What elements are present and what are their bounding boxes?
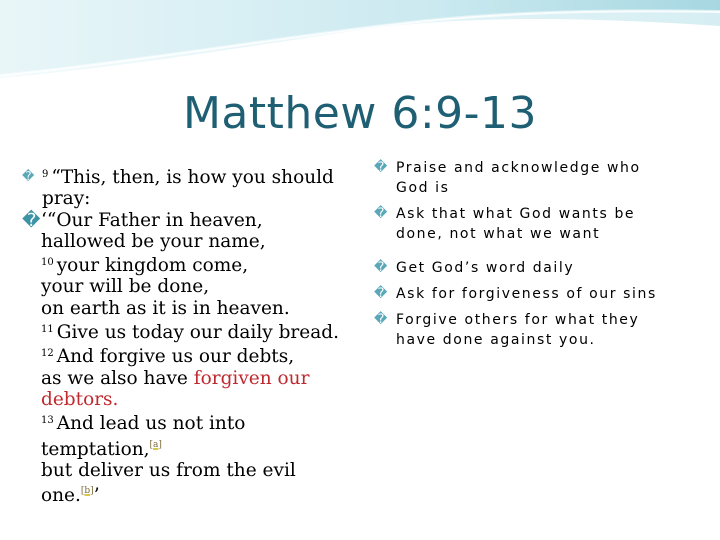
prayer-line: And forgive us our debts, xyxy=(56,346,295,368)
bullet-icon: � xyxy=(374,260,388,275)
bullet-icon: � xyxy=(22,209,41,231)
prayer-line: And lead us not into xyxy=(56,413,246,435)
prayer-text xyxy=(41,210,339,507)
bullet-icon: � xyxy=(374,160,388,175)
verse-number: 12 xyxy=(41,348,54,360)
verse-number: 9 xyxy=(42,169,49,180)
verse-text: “This, then, is how you should xyxy=(51,167,334,188)
slide-title: Matthew 6:9-13 xyxy=(182,88,538,139)
highlight-debtors: debtors. xyxy=(41,388,119,410)
prayer-line: as we also have xyxy=(41,367,194,389)
prayer-line: hallowed be your name, xyxy=(41,230,266,252)
verse-9-text xyxy=(42,164,334,210)
prayer-line: ‘“Our Father in heaven, xyxy=(41,209,263,231)
prayer-point xyxy=(374,258,704,278)
prayer-points-list xyxy=(374,158,704,350)
prayer-line: Give us today our daily bread. xyxy=(56,322,339,344)
verse-text: pray: xyxy=(42,188,91,210)
bullet-icon: � xyxy=(22,169,35,183)
point-text: Ask that what God wants be done, not what we want xyxy=(396,206,636,242)
verse-number: 10 xyxy=(41,257,54,269)
prayer-line: on earth as it is in heaven. xyxy=(41,297,290,319)
prayer-point xyxy=(374,310,704,350)
verse-number: 13 xyxy=(41,415,54,427)
point-text: Forgive others for what they have done against you. xyxy=(396,312,640,348)
prayer-line: your kingdom come, xyxy=(56,255,249,277)
highlight-forgiven: forgiven our xyxy=(193,367,310,389)
bullet-icon: � xyxy=(374,206,388,221)
bullet-icon: � xyxy=(374,286,388,301)
point-text: Get God’s word daily xyxy=(396,260,575,276)
prayer-point xyxy=(374,284,704,304)
prayer-line: your will be done, xyxy=(41,276,210,298)
point-text: Praise and acknowledge who God is xyxy=(396,160,641,196)
bullet-icon: � xyxy=(374,312,388,327)
prayer-line: temptation, xyxy=(41,438,150,460)
scripture-passage xyxy=(22,164,352,506)
footnote-link-a[interactable]: [a] xyxy=(149,439,162,450)
prayer-block xyxy=(22,210,352,507)
verse-number: 11 xyxy=(41,324,54,336)
closing-quote: ’ xyxy=(93,485,100,507)
prayer-point xyxy=(374,158,704,198)
prayer-line: one. xyxy=(41,485,81,507)
verse-9 xyxy=(22,164,352,210)
footnote-link-b[interactable]: [b] xyxy=(80,486,94,497)
header-wave-decoration xyxy=(0,0,720,80)
prayer-point xyxy=(374,204,704,244)
point-text: Ask for forgiveness of our sins xyxy=(396,286,657,302)
prayer-line: but deliver us from the evil xyxy=(41,459,296,481)
